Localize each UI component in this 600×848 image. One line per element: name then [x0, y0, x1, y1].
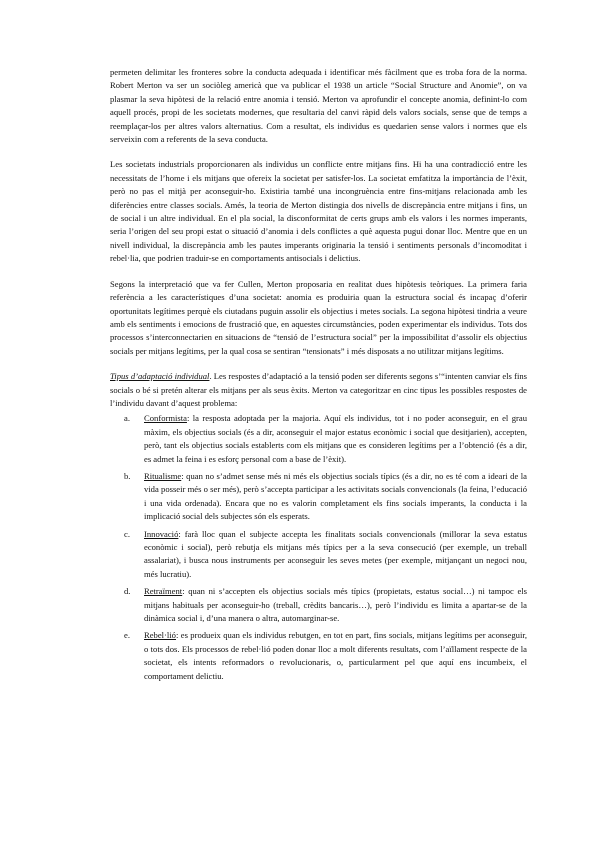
term-innovacio: Innovació — [144, 528, 179, 539]
list-marker: b. — [124, 470, 131, 481]
list-item-body — [144, 412, 527, 466]
item-text: : quan no s’admet sense més ni més els objectius socials típics (és a dir, no es té com a ideari de la vida posseir més o ser més), però s’accepta participar a les activitats socials convencionals (la feina, l’educació i una vida ordenada). Encara que no es valorin completament els fins socials imperants, la conducta i la implicació social dels subjectes són els esperats. — [144, 470, 527, 522]
item-text: : farà lloc quan el subjecte accepta les finalitats socials convencionals (millorar la seva estatus econòmic i social), però rebutja els mitjans més típics per a la seva consecució (per exemple, un treball assalariat), i busca nous instruments per aconseguir les seves metes (per exemple, mitjançant un negoci nou, més lucratiu). — [144, 528, 527, 579]
list-item-rebellio — [110, 629, 527, 683]
adaptation-heading: Tipus d’adaptació individual — [110, 371, 210, 382]
item-text: : la resposta adoptada per la majoria. Aquí els individus, tot i no poder aconseguir, en el grau màxim, els objectius socials (és a dir, aconseguir el major estatus econòmic i social que desitjarien), accepten, però, tant els objectius socials establerts com els mitjans que es consideren legítims per a l’obtenció (és a dir, es admet la feina i es esforç personal com a base de l’èxit). — [144, 413, 527, 464]
list-item-retraiment — [110, 585, 527, 625]
paragraph-cullen-interpretation: Segons la interpretació que va fer Cullen, Merton proposaria en realitat dues hipòtesis teòriques. La primera faria referència a les característiques d’una societat: anomia es produiria quan la estructura social és incapaç d’oferir oportunitats legítimes perquè els ciutadans puguin assolir els objectius i metes socials. La segona hipòtesi tindria a veure amb els sentiments i emocions de frustració que, en aquestes circumstàncies, poden experimentar els individus. Tots dos processos s’interconnectarien en situacions de “tensió de l’estructura social” per la impossibilitat d’assolir els objectius socials per mitjans legítims, per la qual cosa se sentiran “tensionats” i més disposats a no utilitzar mitjans legítims. — [110, 278, 527, 356]
paragraph-adaptation-types — [110, 370, 527, 410]
term-ritualisme: Ritualisme — [144, 470, 182, 481]
term-rebellio: Rebel·lió — [144, 630, 176, 641]
list-marker: c. — [124, 528, 130, 539]
term-retraiment: Retraïment — [144, 586, 183, 597]
list-item-body — [144, 585, 527, 625]
paragraph-industrial-societies: Les societats industrials proporcionaren als individus un conflicte entre mitjans fins. Hi ha una contradicció entre les necessitats de l’home i els mitjans que ofereix la societat per satisfer-los. La societat emfatitza la importància de l’èxit, però no pas el mitjà per aconseguir-ho. Existiria també una incongruència entre fins-mitjans relacionada amb les diferències entre classes socials. Amés, la teoria de Merton distingia dos nivells de discrepància entre mitjans i fins, un de social i un altre individual. En el pla social, la disconformitat de certs grups amb els valors i les normes imperants, seria l’origen del seu propi estat o situació d’anomia i dels conflictes a què aquesta pugui donar lloc. Mentre que en un nivell individual, la discrepància amb les pautes imperants originaria la tensió i sentiments personals d’incomoditat i rebel·lia, que podrien traduir-se en comportaments antisocials i delictius. — [110, 159, 527, 264]
term-conformista: Conformista — [144, 413, 187, 424]
list-item-ritualisme — [110, 470, 527, 524]
list-marker: a. — [124, 413, 130, 424]
list-item-conformista — [110, 412, 527, 466]
list-item-body — [144, 528, 527, 582]
list-marker: d. — [124, 586, 131, 597]
paragraph-anomie-intro: permeten delimitar les fronteres sobre la conducta adequada i identificar més fàcilment que es troba fora de la norma. Robert Merton va ser un sociòleg americà que va publicar el 1938 un article “Social Structure and Anomie”, on va plasmar la seva hipòtesi de la relació entre anomia i tensió. Merton va aprofundir el concepte anomia, definint-lo com aquell procés, propi de les societats modernes, que resultaria del canvi ràpid dels valors socials, sense que de temps a reemplaçar-los per altres valors alternatius. Com a resultat, els individus es quedarien sense valors i normes que els serveixin com a referents de la seva conducta. — [110, 67, 527, 145]
list-item-body — [144, 629, 527, 683]
list-item-innovacio — [110, 528, 527, 582]
adaptation-intro: . Les respostes d’adaptació a la tensió poden ser diferents segons s’“intenten canviar els fins socials o bé si pretén alterar els mitjans per als seus èxits. Merton va categoritzar en cinc tipus les possibles respostes de l’individu davant d’aquest problema: — [110, 371, 527, 408]
adaptation-list — [110, 412, 527, 683]
list-item-body — [144, 470, 527, 524]
list-marker: e. — [124, 630, 130, 641]
item-text: : es produeix quan els individus rebutgen, en tot en part, fins socials, mitjans legítims per aconseguir, o tots dos. Els processos de rebel·lió poden donar lloc a molt diferents resultats, com l’aïllament respecte de la societat, els intents reformadors o revolucionaris, o, particularment pel que aquí ens incumbeix, el comportament delictiu. — [144, 630, 527, 681]
item-text: : quan ni s’accepten els objectius socials més típics (propietats, estatus social…) ni tampoc els mitjans habituals per aconseguir-ho (treball, crèdits bancaris…), però l’individu es limita a apartar-se de la dinàmica social i, d’una manera o altra, automarginar-se. — [144, 586, 527, 624]
document-page — [110, 66, 527, 687]
